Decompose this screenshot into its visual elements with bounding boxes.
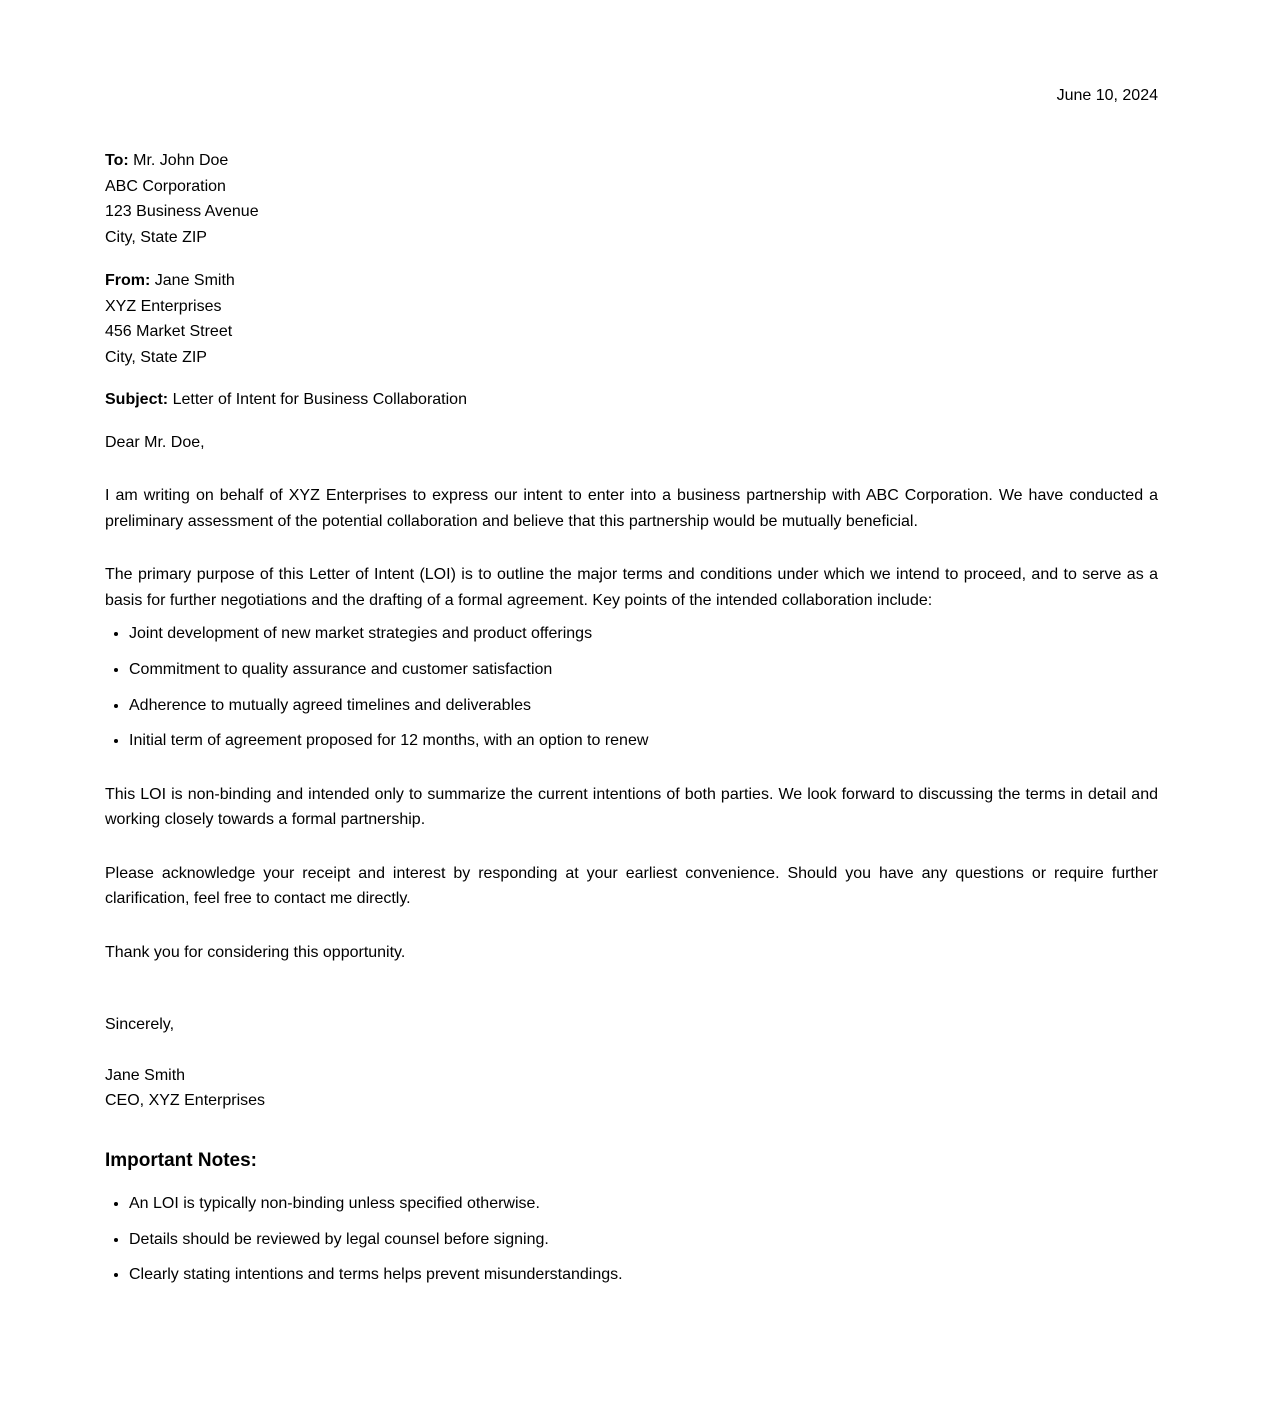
subject-line: [105, 387, 1158, 413]
recipient-company: ABC Corporation: [105, 177, 226, 195]
paragraph-purpose: The primary purpose of this Letter of Intent (LOI) is to outline the major terms and conditions under which we intend to proceed, and to serve as a basis for further negotiations and the drafting of a formal agreement. Key points of the intended collaboration include:: [105, 566, 1158, 609]
signature-name: Jane Smith: [105, 1066, 186, 1084]
key-points-list: [105, 621, 1158, 754]
paragraph-non-binding: This LOI is non-binding and intended only to summarize the current intentions of both parties. We look forward to discussing the terms in detail and working closely towards a formal partnership.: [105, 785, 1158, 829]
subject-label: Subject:: [105, 391, 169, 408]
paragraph-intro: I am writing on behalf of XYZ Enterprises to express our intent to enter into a business partnership with ABC Corporation. We have conducted a preliminary assessment of the potential collaboration and believe that this partnership would be mutually beneficial.: [105, 487, 1158, 530]
sender-name: Jane Smith: [154, 272, 235, 289]
list-item: • Clearly stating intentions and terms helps prevent misunderstandings.: [129, 1262, 1158, 1288]
sender-block: [105, 268, 1158, 370]
paragraph-acknowledge: Please acknowledge your receipt and interest by responding at your earliest convenience. Should you have any questions or require further clarification, feel free to contact me directly.: [105, 864, 1158, 908]
notes-heading: Important Notes:: [105, 1149, 257, 1171]
signature-block: [105, 1063, 1158, 1114]
list-item: • Adherence to mutually agreed timelines and deliverables: [129, 693, 1158, 719]
recipient-block: [105, 148, 1158, 250]
greeting: Dear Mr. Doe,: [105, 433, 205, 451]
sender-company: XYZ Enterprises: [105, 297, 222, 315]
list-item: • Joint development of new market strategies and product offerings: [129, 621, 1158, 647]
recipient-city: City, State ZIP: [105, 228, 207, 246]
list-item: • Details should be reviewed by legal counsel before signing.: [129, 1227, 1158, 1253]
list-item: • Commitment to quality assurance and customer satisfaction: [129, 657, 1158, 683]
letter-document: [105, 86, 1158, 1288]
letter-date: June 10, 2024: [1056, 87, 1158, 104]
recipient-name-line: [105, 148, 1158, 174]
to-label: To:: [105, 152, 129, 169]
closing: Sincerely,: [105, 1016, 175, 1034]
signature-title: CEO, XYZ Enterprises: [105, 1092, 266, 1110]
recipient-street: 123 Business Avenue: [105, 203, 259, 220]
sender-street: 456 Market Street: [105, 323, 233, 340]
subject-text: Letter of Intent for Business Collaboration: [172, 391, 467, 408]
sender-city: City, State ZIP: [105, 348, 207, 366]
paragraph-thanks: Thank you for considering this opportunity.: [105, 943, 406, 961]
list-item: • An LOI is typically non-binding unless specified otherwise.: [129, 1191, 1158, 1217]
from-label: From:: [105, 272, 151, 289]
list-item: • Initial term of agreement proposed for 12 months, with an option to renew: [129, 728, 1158, 754]
recipient-name: Mr. John Doe: [133, 152, 229, 169]
notes-list: [105, 1191, 1158, 1288]
sender-name-line: [105, 268, 1158, 294]
